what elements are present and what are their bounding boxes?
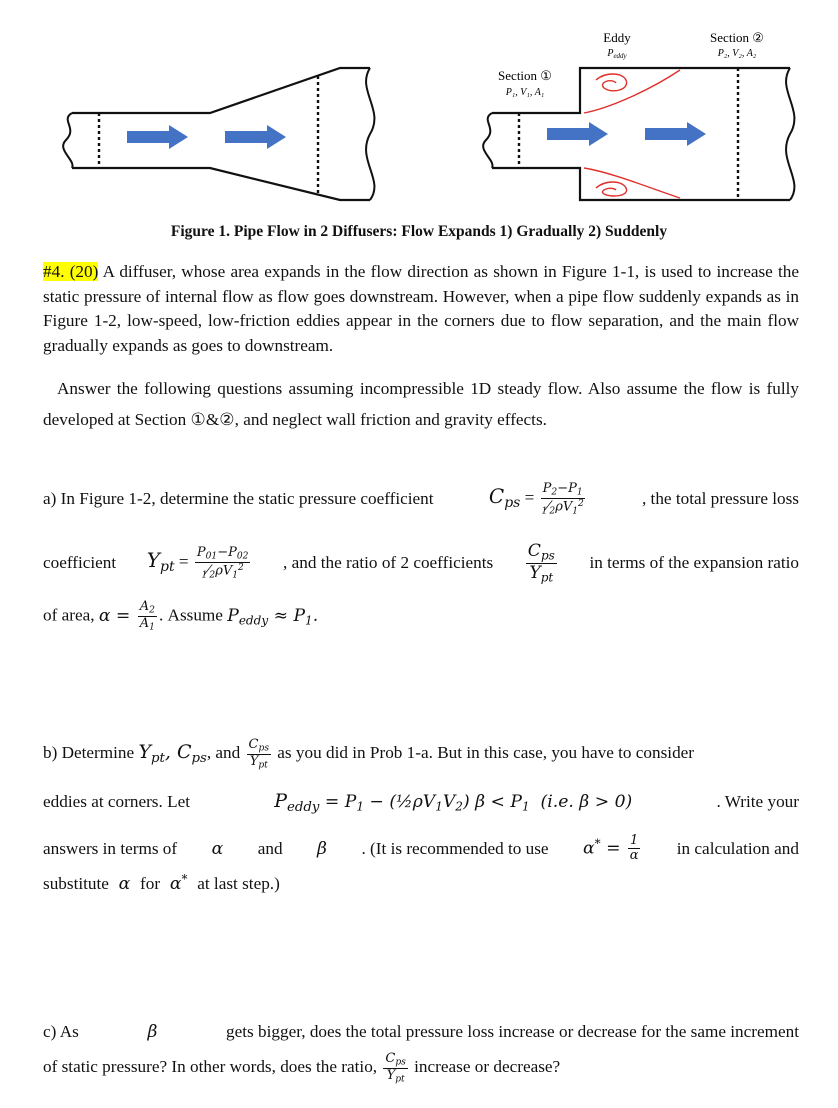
intro-text: A diffuser, whose area expands in the flow direction as shown in Figure 1-1, is used to increase the static pressure of internal flow as flow goes downstream. However, when a pipe flow suddenly expands as in Figure 1-2, low-speed, low-friction eddies appear in the corners due to flow separation, and the main flow gradually expands as goes to downstream.: [43, 262, 799, 355]
figure-caption: Figure 1. Pipe Flow in 2 Diffusers: Flow Expands 1) Gradually 2) Suddenly: [170, 223, 668, 240]
peddy-definition: $P_{eddy} = P_1$ − $(\frac{1}{2}\rho V_1V_2) \beta < P_1$ (i.e. β > 0): [274, 790, 633, 815]
part-c-text1: c) As: [43, 1022, 79, 1041]
cps-definition: $C_{ps}$ = $\frac{P_2-P_1}{_1⁄_2\rho V_1^2}$: [488, 481, 584, 516]
part-a-text4: , and the ratio of 2 coefficients: [283, 553, 494, 573]
section2-vars: P₂, V₂, A₂: [717, 48, 757, 59]
part-b-text5: . Write your: [716, 792, 799, 812]
part-a-text5: in terms of the expansion ratio: [589, 553, 799, 573]
ypt-definition: $Y_{pt}$ = $\frac{P_{01}-P_{02}}{_1⁄_2\rho V_1^2}$: [146, 545, 249, 581]
eddy-title: Eddy: [603, 30, 631, 45]
ratio-fraction-b: $C_{ps}$ $Y_{pt}$: [248, 737, 269, 771]
part-c-line1: c) As β gets bigger, does the total pressure loss increase or decrease for the same increment: [43, 1022, 799, 1042]
part-b-line1: b) Determine $Y_{pt}$, $C_{ps}$, and $C_{ps}$ $Y_{pt}$ as you did in Prob 1-a. But in this case, you have to consider: [43, 737, 695, 771]
eddy-symbol: $P_{eddy}$: [607, 48, 627, 60]
section1-title: Section ①: [498, 68, 552, 83]
part-c-text4: increase or decrease?: [414, 1057, 561, 1077]
part-c-text3: of static pressure? In other words, does the ratio,: [43, 1057, 378, 1077]
part-a-line2: [43, 542, 799, 585]
ratio-fraction-c: $C_{ps}$ $Y_{pt}$: [385, 1051, 406, 1085]
part-a-line1: [43, 482, 799, 516]
section2-title: Section ②: [710, 30, 764, 45]
part-a-text3: coefficient: [43, 553, 117, 573]
part-a-text6: of area,: [43, 605, 95, 625]
part-a-text7: . Assume: [158, 605, 223, 625]
alpha-definition: α = $\frac{A_2}{A_1}$: [98, 599, 155, 633]
part-b-text10: substitute: [43, 874, 109, 894]
part-b-text2: , and: [206, 743, 241, 763]
part-c-text2: gets bigger, does the total pressure loss increase or decrease for the same increment: [226, 1022, 799, 1041]
problem-intro: [43, 260, 799, 358]
part-b-text4: eddies at corners. Let: [43, 792, 190, 812]
part-b-text8: . (It is recommended to use: [361, 838, 549, 858]
flow-arrows-2: [547, 122, 706, 146]
assumptions: Answer the following questions assuming incompressible 1D steady flow. Also assume the flow is fully developed at Section ①&②, and neglect wall friction and gravity effects.: [43, 379, 799, 429]
part-b-text7: and: [257, 838, 283, 858]
ratio-fraction-a: $C_{ps}$ $Y_{pt}$: [527, 541, 555, 585]
part-a-text1: a) In Figure 1-2, determine the static pressure coefficient: [43, 488, 434, 508]
part-b-text3: as you did in Prob 1-a. But in this case, you have to consider: [277, 743, 695, 763]
section1-vars: P₁, V₁, A₁: [505, 87, 545, 98]
eddy-assumption: $P_{eddy} \approx P_1$.: [227, 605, 319, 628]
part-b-line2: [43, 790, 799, 815]
part-b-text9: in calculation and: [676, 838, 799, 858]
pipe-flow-figure: [0, 0, 838, 215]
part-b-text12: at last step.): [197, 874, 280, 894]
part-a-line3: [43, 600, 799, 632]
part-c-line2: [43, 1052, 799, 1084]
problem-number: #4. (20): [43, 262, 99, 281]
part-b-text6: answers in terms of: [43, 838, 178, 858]
part-b-line3: answers in terms of α and β . (It is recommended to use α* = $\frac{1}{\alpha}$ in calculation and: [43, 833, 799, 864]
alpha-star-definition: α* = $\frac{1}{\alpha}$: [583, 833, 639, 864]
part-b-line4: substitute α for α* at last step.): [43, 872, 280, 895]
flow-arrows-1: [127, 125, 286, 149]
part-a-text2: , the total pressure loss: [641, 488, 799, 508]
part-b-text1: b) Determine: [43, 743, 135, 763]
gradual-diffuser: [63, 68, 374, 200]
part-b-text11: for: [140, 874, 161, 894]
